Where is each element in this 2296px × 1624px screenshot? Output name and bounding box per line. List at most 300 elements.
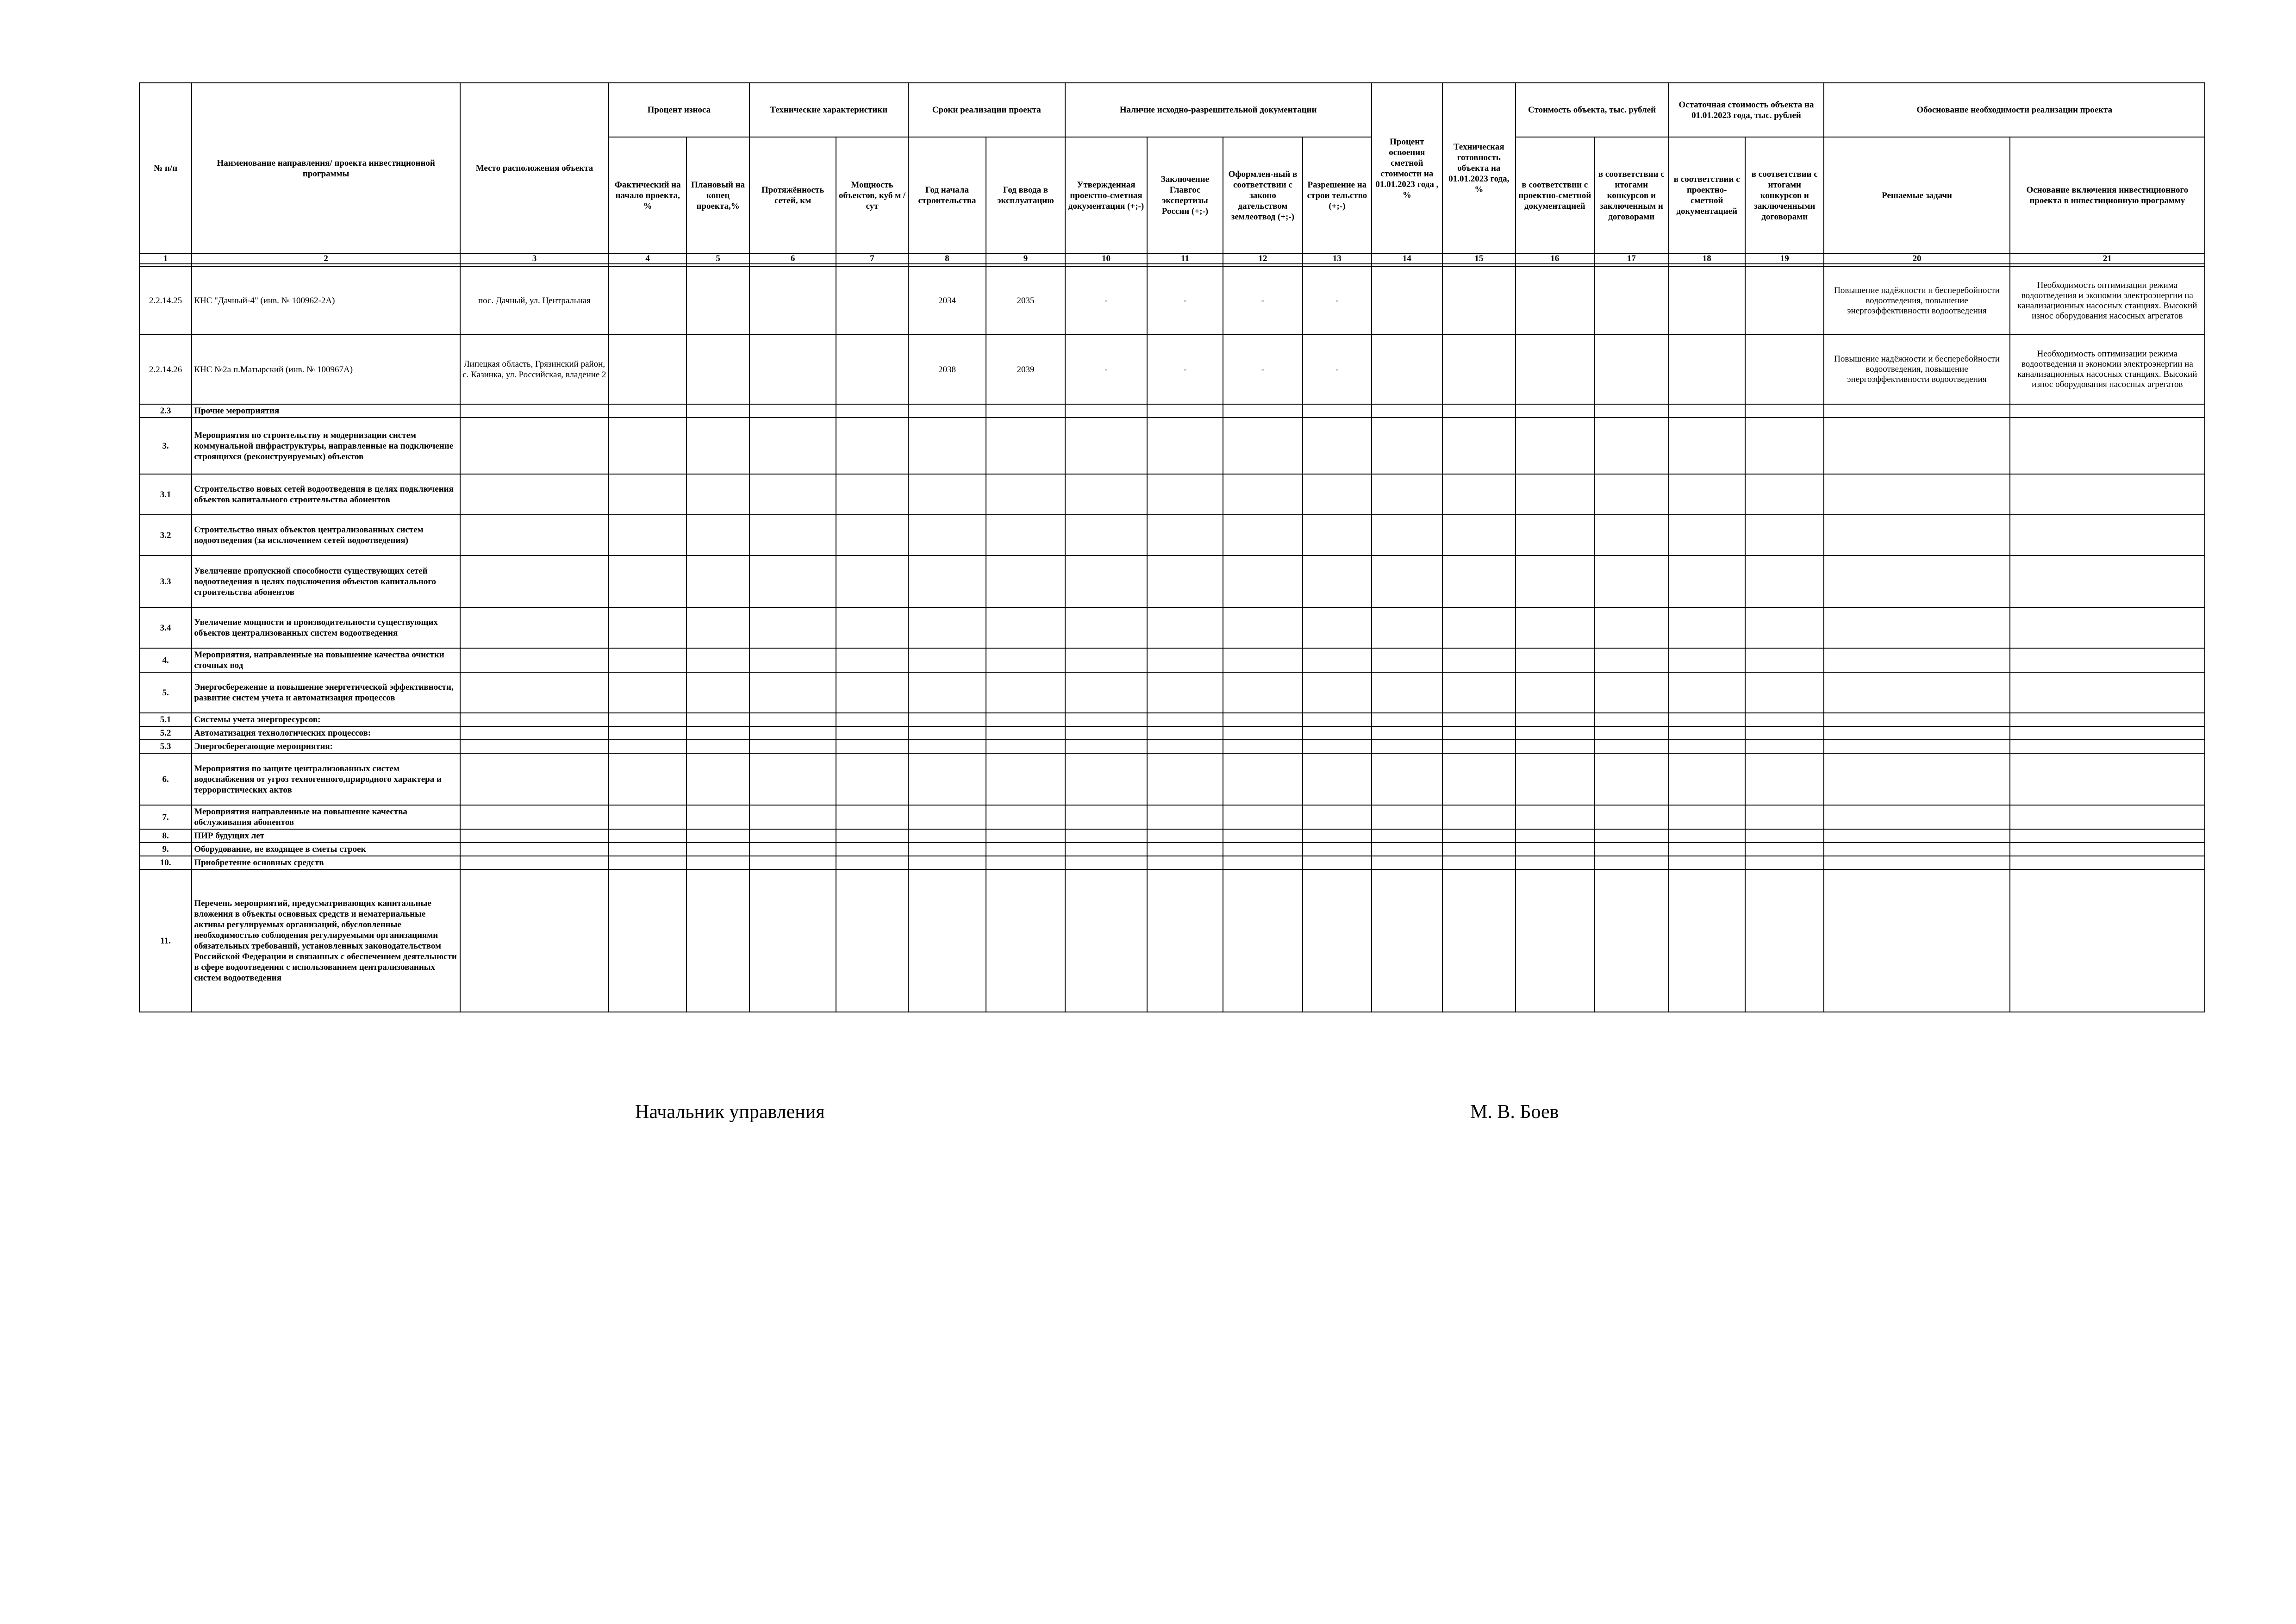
empty-cell — [2010, 556, 2205, 607]
start-year: 2038 — [908, 335, 986, 404]
empty-cell — [1594, 753, 1668, 805]
empty-cell — [1223, 856, 1303, 869]
empty-cell — [986, 726, 1065, 740]
empty-cell — [986, 474, 1065, 515]
empty-cell — [1516, 753, 1594, 805]
section-row — [139, 753, 2205, 805]
empty-cell — [2010, 672, 2205, 713]
section-name: Мероприятия по строительству и модернизации систем коммунальной инфраструктуры, направленные на подключение строящихся (реконструируемых) объектов — [192, 418, 460, 474]
signatory-name: М. В. Боев — [1470, 1101, 1559, 1123]
empty-cell — [686, 843, 749, 856]
empty-cell — [1745, 856, 1824, 869]
section-name: Увеличение пропускной способности существующих сетей водоотведения в целях подключения объектов капитального строительства абонентов — [192, 556, 460, 607]
empty-cell — [460, 418, 609, 474]
empty-cell — [1303, 805, 1371, 829]
section-row — [139, 515, 2205, 556]
empty-cell — [1442, 672, 1515, 713]
empty-cell — [986, 404, 1065, 418]
empty-cell — [1516, 740, 1594, 753]
empty-cell — [1516, 418, 1594, 474]
empty-cell — [908, 404, 986, 418]
empty-cell — [1065, 648, 1148, 672]
section-name: Прочие мероприятия — [192, 404, 460, 418]
column-number: 6 — [749, 254, 836, 264]
empty-cell — [1824, 672, 2009, 713]
empty-cell — [749, 829, 836, 843]
cost-design — [1516, 335, 1594, 404]
empty-cell — [1669, 556, 1745, 607]
empty-cell — [1516, 726, 1594, 740]
empty-cell — [1669, 404, 1745, 418]
empty-cell — [986, 805, 1065, 829]
row-number: 2.2.14.25 — [139, 267, 192, 335]
empty-cell — [460, 726, 609, 740]
column-number: 14 — [1372, 254, 1442, 264]
column-number: 18 — [1669, 254, 1745, 264]
empty-cell — [1516, 648, 1594, 672]
empty-cell — [1303, 515, 1371, 556]
empty-cell — [749, 805, 836, 829]
column-number: 15 — [1442, 254, 1515, 264]
empty-cell — [1372, 404, 1442, 418]
section-name: ПИР будущих лет — [192, 829, 460, 843]
cost-design — [1516, 267, 1594, 335]
section-row — [139, 843, 2205, 856]
empty-cell — [908, 843, 986, 856]
empty-cell — [1442, 856, 1515, 869]
empty-cell — [1065, 843, 1148, 856]
empty-cell — [1824, 805, 2009, 829]
empty-cell — [749, 404, 836, 418]
empty-cell — [1594, 843, 1668, 856]
empty-cell — [460, 404, 609, 418]
empty-cell — [1824, 856, 2009, 869]
empty-cell — [986, 856, 1065, 869]
section-row — [139, 869, 2205, 1012]
empty-cell — [1669, 740, 1745, 753]
empty-cell — [1745, 556, 1824, 607]
network-length — [749, 267, 836, 335]
empty-cell — [1223, 515, 1303, 556]
empty-cell — [1442, 869, 1515, 1012]
column-number: 1 — [139, 254, 192, 264]
empty-cell — [749, 740, 836, 753]
section-name: Системы учета энергоресурсов: — [192, 713, 460, 726]
project-location: пос. Дачный, ул. Центральная — [460, 267, 609, 335]
empty-cell — [1745, 474, 1824, 515]
column-number: 4 — [609, 254, 686, 264]
empty-cell — [1303, 740, 1371, 753]
empty-cell — [609, 753, 686, 805]
empty-cell — [908, 648, 986, 672]
empty-cell — [836, 829, 908, 843]
wear-actual — [609, 267, 686, 335]
empty-cell — [1303, 753, 1371, 805]
empty-cell — [609, 607, 686, 648]
wear-actual — [609, 335, 686, 404]
section-row — [139, 648, 2205, 672]
empty-cell — [460, 843, 609, 856]
header-col-19: в соответствии с итогами конкурсов и заключенными договорами — [1745, 137, 1824, 254]
project-location: Липецкая область, Грязинский район, с. Казинка, ул. Российская, владение 2 — [460, 335, 609, 404]
tasks-solved: Повышение надёжности и бесперебойности водоотведения, повышение энергоэффективности водоотведения — [1824, 267, 2009, 335]
empty-cell — [1442, 607, 1515, 648]
empty-cell — [749, 672, 836, 713]
inclusion-basis: Необходимость оптимизации режима водоотведения и экономии электроэнергии на канализационных насосных станциях. Высокий износ оборудования насосных агрегатов — [2010, 335, 2205, 404]
empty-cell — [460, 829, 609, 843]
empty-cell — [1516, 805, 1594, 829]
empty-cell — [1372, 843, 1442, 856]
empty-cell — [460, 869, 609, 1012]
empty-cell — [2010, 829, 2205, 843]
empty-cell — [1669, 672, 1745, 713]
empty-cell — [836, 856, 908, 869]
table-row — [139, 335, 2205, 404]
empty-cell — [1303, 556, 1371, 607]
empty-cell — [749, 753, 836, 805]
empty-cell — [1594, 869, 1668, 1012]
header-col-6: Протяжённость сетей, км — [749, 137, 836, 254]
section-number: 3.4 — [139, 607, 192, 648]
section-row — [139, 474, 2205, 515]
empty-cell — [609, 740, 686, 753]
empty-cell — [1669, 648, 1745, 672]
empty-cell — [1594, 515, 1668, 556]
empty-cell — [1824, 869, 2009, 1012]
empty-cell — [1147, 418, 1223, 474]
empty-cell — [1824, 404, 2009, 418]
header-group-tech: Технические характеристики — [749, 83, 908, 137]
capacity — [836, 267, 908, 335]
empty-cell — [2010, 856, 2205, 869]
empty-cell — [1147, 805, 1223, 829]
section-number: 7. — [139, 805, 192, 829]
empty-cell — [1065, 556, 1148, 607]
doc-land-allocation: - — [1223, 335, 1303, 404]
section-number: 3. — [139, 418, 192, 474]
empty-cell — [1442, 753, 1515, 805]
doc-building-permit: - — [1303, 267, 1371, 335]
empty-cell — [609, 404, 686, 418]
empty-cell — [908, 713, 986, 726]
empty-cell — [1223, 672, 1303, 713]
empty-cell — [1065, 474, 1148, 515]
empty-cell — [609, 726, 686, 740]
empty-cell — [749, 713, 836, 726]
empty-cell — [1824, 515, 2009, 556]
empty-cell — [1745, 672, 1824, 713]
empty-cell — [1147, 843, 1223, 856]
section-name: Строительство иных объектов централизованных систем водоотведения (за исключением сетей водоотведения) — [192, 515, 460, 556]
empty-cell — [1372, 869, 1442, 1012]
section-number: 9. — [139, 843, 192, 856]
header-col-7: Мощность объектов, куб м /сут — [836, 137, 908, 254]
empty-cell — [686, 829, 749, 843]
empty-cell — [1824, 829, 2009, 843]
empty-cell — [686, 805, 749, 829]
section-number: 2.3 — [139, 404, 192, 418]
empty-cell — [1824, 726, 2009, 740]
empty-cell — [609, 869, 686, 1012]
empty-cell — [686, 515, 749, 556]
project-name: КНС №2а п.Матырский (инв. № 100967А) — [192, 335, 460, 404]
header-group-residual: Остаточная стоимость объекта на 01.01.2023 года, тыс. рублей — [1669, 83, 1824, 137]
empty-cell — [609, 805, 686, 829]
empty-cell — [460, 713, 609, 726]
header-group-justification: Обоснование необходимости реализации проекта — [1824, 83, 2205, 137]
tasks-solved: Повышение надёжности и бесперебойности водоотведения, повышение энергоэффективности водоотведения — [1824, 335, 2009, 404]
empty-cell — [1223, 829, 1303, 843]
header-col-2: Наименование направления/ проекта инвестиционной программы — [192, 83, 460, 254]
empty-cell — [1303, 856, 1371, 869]
empty-cell — [1303, 843, 1371, 856]
empty-cell — [1065, 404, 1148, 418]
header-col-10: Утвержденная проектно-сметная документация (+;-) — [1065, 137, 1148, 254]
cost-contracts — [1594, 335, 1668, 404]
empty-cell — [1745, 607, 1824, 648]
inclusion-basis: Необходимость оптимизации режима водоотведения и экономии электроэнергии на канализационных насосных станциях. Высокий износ оборудования насосных агрегатов — [2010, 267, 2205, 335]
empty-cell — [1372, 805, 1442, 829]
header-col-4: Фактический на начало проекта, % — [609, 137, 686, 254]
empty-cell — [2010, 404, 2205, 418]
empty-cell — [1824, 740, 2009, 753]
wear-planned — [686, 267, 749, 335]
column-number: 11 — [1147, 254, 1223, 264]
header-col-9: Год ввода в эксплуатацию — [986, 137, 1065, 254]
section-number: 5.2 — [139, 726, 192, 740]
header-col-8: Год начала строительства — [908, 137, 986, 254]
end-year: 2039 — [986, 335, 1065, 404]
section-name: Автоматизация технологических процессов: — [192, 726, 460, 740]
empty-cell — [1594, 556, 1668, 607]
empty-cell — [2010, 805, 2205, 829]
empty-cell — [1442, 726, 1515, 740]
start-year: 2034 — [908, 267, 986, 335]
empty-cell — [686, 404, 749, 418]
investment-program-table — [139, 82, 2205, 1012]
empty-cell — [1442, 843, 1515, 856]
empty-cell — [1516, 556, 1594, 607]
empty-cell — [1372, 856, 1442, 869]
empty-cell — [908, 556, 986, 607]
column-number: 13 — [1303, 254, 1371, 264]
section-row — [139, 556, 2205, 607]
empty-cell — [1594, 607, 1668, 648]
column-number: 8 — [908, 254, 986, 264]
empty-cell — [1442, 829, 1515, 843]
empty-cell — [609, 474, 686, 515]
empty-cell — [686, 672, 749, 713]
empty-cell — [1372, 474, 1442, 515]
section-row — [139, 418, 2205, 474]
empty-cell — [986, 740, 1065, 753]
section-row — [139, 607, 2205, 648]
column-number: 16 — [1516, 254, 1594, 264]
empty-cell — [686, 856, 749, 869]
investment-program-sheet — [139, 82, 2205, 1012]
empty-cell — [1223, 607, 1303, 648]
empty-cell — [1065, 713, 1148, 726]
empty-cell — [460, 515, 609, 556]
empty-cell — [836, 672, 908, 713]
empty-cell — [836, 607, 908, 648]
empty-cell — [1516, 843, 1594, 856]
empty-cell — [2010, 515, 2205, 556]
doc-land-allocation: - — [1223, 267, 1303, 335]
empty-cell — [460, 556, 609, 607]
empty-cell — [1065, 607, 1148, 648]
empty-cell — [986, 515, 1065, 556]
empty-cell — [1147, 515, 1223, 556]
header-col-1: № п/п — [139, 83, 192, 254]
empty-cell — [1372, 713, 1442, 726]
empty-cell — [686, 726, 749, 740]
empty-cell — [2010, 869, 2205, 1012]
empty-cell — [460, 753, 609, 805]
section-row — [139, 856, 2205, 869]
empty-cell — [1147, 713, 1223, 726]
empty-cell — [1824, 753, 2009, 805]
empty-cell — [836, 556, 908, 607]
empty-cell — [1372, 753, 1442, 805]
estimate-progress — [1372, 335, 1442, 404]
empty-cell — [908, 515, 986, 556]
empty-cell — [1372, 515, 1442, 556]
section-row — [139, 829, 2205, 843]
empty-cell — [986, 607, 1065, 648]
section-name: Увеличение мощности и производительности существующих объектов централизованных систем водоотведения — [192, 607, 460, 648]
section-name: Строительство новых сетей водоотведения в целях подключения объектов капитального строительства абонентов — [192, 474, 460, 515]
empty-cell — [1594, 404, 1668, 418]
empty-cell — [686, 474, 749, 515]
section-number: 10. — [139, 856, 192, 869]
empty-cell — [1516, 869, 1594, 1012]
empty-cell — [1669, 726, 1745, 740]
empty-cell — [1516, 404, 1594, 418]
section-number: 3.2 — [139, 515, 192, 556]
empty-cell — [836, 740, 908, 753]
section-name: Энергосбережение и повышение энергетической эффективности, развитие систем учета и автоматизация процессов — [192, 672, 460, 713]
section-name: Перечень мероприятий, предусматривающих капитальные вложения в объекты основных средств и нематериальные активы регулируемых организаций, обусловленные необходимостью соблюдения регулируемыми организациями обязательных требований, установленных законодательством Российской Федерации и связанных с обеспечением деятельности в сфере водоотведения с использованием централизованных систем водоотведения — [192, 869, 460, 1012]
column-number: 21 — [2010, 254, 2205, 264]
empty-cell — [836, 805, 908, 829]
empty-cell — [1372, 648, 1442, 672]
empty-cell — [1065, 856, 1148, 869]
empty-cell — [460, 740, 609, 753]
empty-cell — [836, 404, 908, 418]
column-number: 5 — [686, 254, 749, 264]
empty-cell — [1147, 856, 1223, 869]
empty-cell — [609, 418, 686, 474]
doc-expertise: - — [1147, 267, 1223, 335]
empty-cell — [1147, 474, 1223, 515]
empty-cell — [686, 607, 749, 648]
table-row — [139, 267, 2205, 335]
empty-cell — [1223, 648, 1303, 672]
empty-cell — [1745, 843, 1824, 856]
empty-cell — [986, 418, 1065, 474]
empty-cell — [460, 474, 609, 515]
end-year: 2035 — [986, 267, 1065, 335]
empty-cell — [908, 607, 986, 648]
empty-cell — [1065, 672, 1148, 713]
column-number: 10 — [1065, 254, 1148, 264]
empty-cell — [749, 648, 836, 672]
empty-cell — [1303, 648, 1371, 672]
capacity — [836, 335, 908, 404]
section-row — [139, 672, 2205, 713]
empty-cell — [1065, 515, 1148, 556]
empty-cell — [1442, 805, 1515, 829]
empty-cell — [749, 843, 836, 856]
empty-cell — [836, 474, 908, 515]
empty-cell — [1824, 474, 2009, 515]
empty-cell — [1745, 753, 1824, 805]
empty-cell — [1147, 404, 1223, 418]
empty-cell — [609, 672, 686, 713]
empty-cell — [1065, 869, 1148, 1012]
header-col-21: Основание включения инвестиционного проекта в инвестиционную программу — [2010, 137, 2205, 254]
header-col-15: Техническая готовность объекта на 01.01.2023 года, % — [1442, 83, 1515, 254]
wear-planned — [686, 335, 749, 404]
empty-cell — [1669, 713, 1745, 726]
section-name: Мероприятия, направленные на повышение качества очистки сточных вод — [192, 648, 460, 672]
empty-cell — [1372, 672, 1442, 713]
empty-cell — [1824, 418, 2009, 474]
empty-cell — [1442, 474, 1515, 515]
empty-cell — [836, 843, 908, 856]
empty-cell — [1594, 648, 1668, 672]
header-group-wear: Процент износа — [609, 83, 749, 137]
empty-cell — [1147, 740, 1223, 753]
doc-design-estimate: - — [1065, 335, 1148, 404]
empty-cell — [986, 713, 1065, 726]
empty-cell — [1669, 843, 1745, 856]
empty-cell — [1745, 869, 1824, 1012]
empty-cell — [1669, 805, 1745, 829]
empty-cell — [1516, 713, 1594, 726]
empty-cell — [1147, 672, 1223, 713]
empty-cell — [1745, 404, 1824, 418]
empty-cell — [749, 607, 836, 648]
empty-cell — [609, 829, 686, 843]
empty-cell — [908, 418, 986, 474]
doc-expertise: - — [1147, 335, 1223, 404]
column-number: 20 — [1824, 254, 2009, 264]
empty-cell — [1065, 829, 1148, 843]
empty-cell — [2010, 713, 2205, 726]
column-number: 7 — [836, 254, 908, 264]
empty-cell — [986, 672, 1065, 713]
empty-cell — [1594, 713, 1668, 726]
empty-cell — [1594, 418, 1668, 474]
empty-cell — [1516, 474, 1594, 515]
empty-cell — [836, 648, 908, 672]
empty-cell — [2010, 753, 2205, 805]
empty-cell — [1669, 869, 1745, 1012]
empty-cell — [1223, 404, 1303, 418]
empty-cell — [1147, 726, 1223, 740]
empty-cell — [986, 843, 1065, 856]
empty-cell — [2010, 474, 2205, 515]
empty-cell — [1442, 515, 1515, 556]
column-number: 9 — [986, 254, 1065, 264]
empty-cell — [749, 556, 836, 607]
empty-cell — [1147, 556, 1223, 607]
empty-cell — [2010, 418, 2205, 474]
empty-cell — [1594, 474, 1668, 515]
empty-cell — [1669, 418, 1745, 474]
